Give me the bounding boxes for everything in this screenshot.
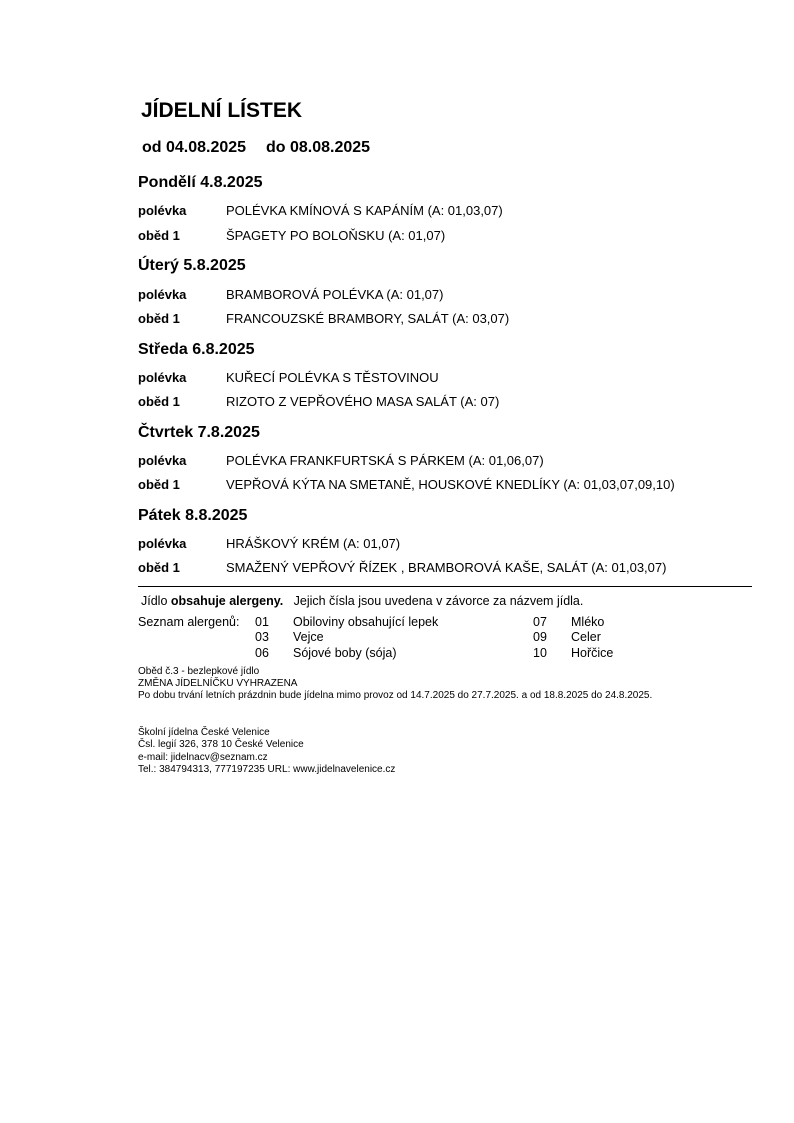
meal-text: FRANCOUZSKÉ BRAMBORY, SALÁT (A: 03,07) (226, 311, 510, 326)
meal-text: SMAŽENÝ VEPŘOVÝ ŘÍZEK , BRAMBOROVÁ KAŠE, SALÁT (A: 01,03,07) (226, 560, 667, 575)
allergen-list-title: Seznam alergenů: (138, 615, 240, 629)
meal-label: polévka (138, 287, 187, 302)
contact-name: Školní jídelna České Velenice (138, 727, 270, 738)
meal-label: polévka (138, 536, 187, 551)
allergen-code: 07 (533, 615, 547, 629)
meal-label: polévka (138, 370, 187, 385)
day-heading-tuesday: Úterý 5.8.2025 (138, 257, 246, 274)
note-summer-closure: Po dobu trvání letních prázdnin bude jídelna mimo provoz od 14.7.2025 do 27.7.2025. a od 18.8.2025 do 24.8.2025. (138, 690, 653, 701)
day-heading-wednesday: Středa 6.8.2025 (138, 341, 255, 358)
allergen-code: 06 (255, 646, 269, 660)
allergen-code: 01 (255, 615, 269, 629)
meal-text: HRÁŠKOVÝ KRÉM (A: 01,07) (226, 536, 401, 551)
allergen-code: 03 (255, 630, 269, 644)
note-gluten-free: Oběd č.3 - bezlepkové jídlo (138, 666, 260, 677)
meal-label: oběd 1 (138, 477, 180, 492)
allergen-name: Mléko (571, 615, 605, 629)
page-title: JÍDELNÍ LÍSTEK (141, 99, 303, 122)
meal-text: KUŘECÍ POLÉVKA S TĚSTOVINOU (226, 370, 439, 385)
divider (138, 586, 752, 587)
note-menu-change: ZMĚNA JÍDELNÍČKU VYHRAZENA (138, 678, 298, 689)
meal-text: VEPŘOVÁ KÝTA NA SMETANĚ, HOUSKOVÉ KNEDLÍKY (A: 01,03,07,09,10) (226, 477, 675, 492)
meal-label: polévka (138, 453, 187, 468)
meal-label: oběd 1 (138, 228, 180, 243)
allergen-name: Hořčice (571, 646, 614, 660)
meal-text: BRAMBOROVÁ POLÉVKA (A: 01,07) (226, 287, 444, 302)
contact-phone-url: Tel.: 384794313, 777197235 URL: www.jidelnavelenice.cz (138, 764, 396, 775)
meal-text: RIZOTO Z VEPŘOVÉHO MASA SALÁT (A: 07) (226, 394, 500, 409)
allergen-name: Sójové boby (sója) (293, 646, 397, 660)
meal-label: oběd 1 (138, 394, 180, 409)
allergen-note (141, 594, 583, 608)
meal-text: POLÉVKA FRANKFURTSKÁ S PÁRKEM (A: 01,06,07) (226, 453, 544, 468)
allergen-code: 09 (533, 630, 547, 644)
meal-label: oběd 1 (138, 311, 180, 326)
allergen-code: 10 (533, 646, 547, 660)
meal-text: ŠPAGETY PO BOLOŇSKU (A: 01,07) (226, 228, 446, 243)
day-heading-monday: Pondělí 4.8.2025 (138, 174, 263, 191)
day-heading-friday: Pátek 8.8.2025 (138, 507, 248, 524)
contact-address: Čsl. legií 326, 378 10 České Velenice (138, 739, 304, 750)
day-heading-thursday: Čtvrtek 7.8.2025 (138, 424, 260, 441)
meal-label: oběd 1 (138, 560, 180, 575)
allergen-name: Celer (571, 630, 601, 644)
date-from: od 04.08.2025 (142, 139, 247, 156)
meal-label: polévka (138, 203, 187, 218)
allergen-note-bold: obsahuje alergeny. (170, 594, 284, 608)
meal-text: POLÉVKA KMÍNOVÁ S KAPÁNÍM (A: 01,03,07) (226, 203, 503, 218)
contact-email: e-mail: jidelnacv@seznam.cz (138, 752, 268, 763)
allergen-name: Obiloviny obsahující lepek (293, 615, 439, 629)
allergen-note-suffix: Jejich čísla jsou uvedena v závorce za názvem jídla. (283, 594, 584, 608)
allergen-name: Vejce (293, 630, 324, 644)
allergen-note-prefix: Jídlo (141, 594, 171, 608)
date-to: do 08.08.2025 (266, 139, 371, 156)
